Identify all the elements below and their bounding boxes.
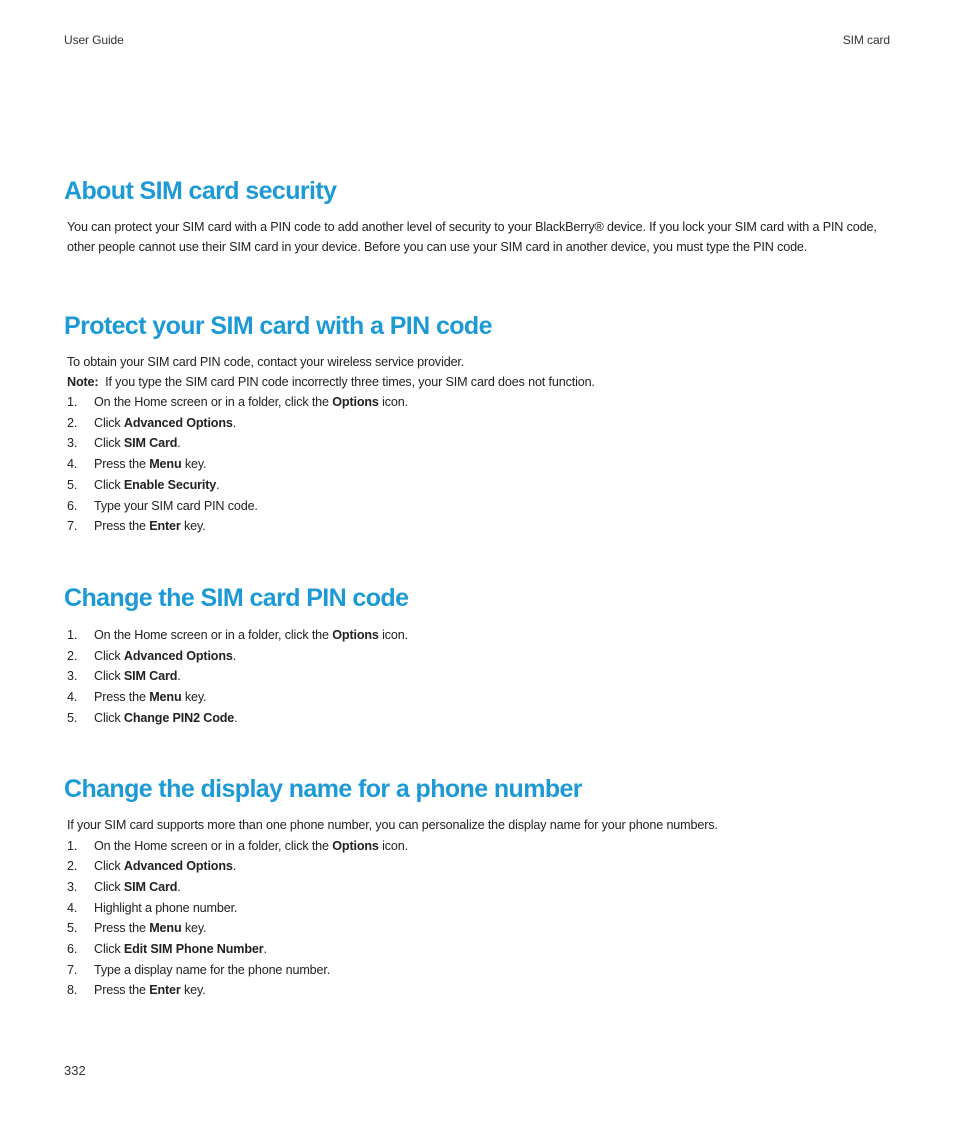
list-item [64, 960, 894, 981]
step-text: Press the [94, 921, 150, 936]
step-number: 5. [67, 710, 78, 725]
step-text-end: icon. [378, 838, 408, 853]
step-text: Type your SIM card PIN code. [94, 498, 258, 513]
step-text-end: key. [180, 983, 206, 998]
step-ui-term: Options [332, 838, 379, 853]
step-ui-term: Advanced Options [123, 415, 233, 430]
step-ui-term: Enter [149, 519, 181, 534]
step-text: On the Home screen or in a folder, click the [94, 838, 333, 853]
step-ui-term: Menu [149, 690, 182, 705]
step-text-end: . [234, 710, 238, 725]
step-text-end: . [177, 879, 181, 894]
section-title: Change the display name for a phone number [64, 775, 582, 803]
step-text: Type a display name for the phone number. [94, 962, 331, 977]
step-number: 2. [67, 415, 78, 430]
section-protect-sim-pin [64, 311, 894, 537]
list-item [64, 856, 894, 877]
step-ui-term: Menu [149, 921, 182, 936]
step-number: 2. [67, 648, 78, 663]
section-paragraph: You can protect your SIM card with a PIN code to add another level of security to your BlackBerry® device. If you lock your SIM card with a PIN code, other people cannot use their SIM card in your device. Before you can use your SIM card in another device, you must type the PIN code. [67, 220, 877, 254]
step-number: 4. [67, 690, 78, 705]
step-text-end: key. [180, 519, 206, 534]
step-text: Press the [94, 457, 150, 472]
step-ui-term: SIM Card [123, 436, 178, 451]
step-text-end: . [177, 436, 181, 451]
step-ui-term: Edit SIM Phone Number [123, 942, 264, 957]
step-ui-term: Options [332, 395, 379, 409]
list-item [64, 646, 894, 667]
step-text-end: . [216, 477, 220, 492]
section-intro: To obtain your SIM card PIN code, contact your wireless service provider. [67, 355, 465, 369]
page-number: 332 [64, 1063, 86, 1078]
running-header-title: User Guide [64, 33, 124, 47]
list-item [64, 898, 894, 919]
step-number: 7. [67, 519, 78, 534]
step-ui-term: Options [332, 628, 379, 642]
step-text: Click [94, 436, 124, 451]
step-ui-term: Enable Security [123, 477, 217, 492]
step-number: 3. [67, 436, 78, 451]
list-item [64, 980, 894, 1001]
step-text-end: . [232, 415, 237, 430]
list-item [64, 939, 894, 960]
list-item [64, 708, 894, 729]
list-item [64, 433, 894, 454]
step-text-end: key. [181, 457, 207, 472]
step-text-end: . [177, 669, 181, 684]
step-text-end: . [232, 648, 237, 663]
list-item [64, 516, 894, 537]
section-about-sim-security [64, 176, 894, 257]
step-text-end: . [232, 859, 237, 874]
step-ui-term: Change PIN2 Code [123, 710, 235, 725]
step-ui-term: Enter [149, 983, 181, 998]
section-title: Protect your SIM card with a PIN code [64, 312, 492, 340]
step-ui-term: Advanced Options [123, 859, 233, 874]
step-text-end: icon. [378, 395, 408, 409]
step-text-end: key. [181, 690, 207, 705]
section-change-sim-pin [64, 583, 894, 729]
section-intro: If your SIM card supports more than one phone number, you can personalize the display name for your phone numbers. [67, 818, 718, 832]
list-item [64, 836, 894, 857]
list-item [64, 918, 894, 939]
step-number: 4. [67, 900, 78, 915]
step-text: Click [94, 415, 124, 430]
steps-list [64, 392, 894, 537]
step-text: Click [94, 859, 124, 874]
section-change-display-name [64, 774, 894, 1001]
step-text: Click [94, 942, 124, 957]
list-item [64, 666, 894, 687]
step-text: Click [94, 477, 124, 492]
list-item [64, 625, 894, 646]
step-number: 3. [67, 879, 78, 894]
list-item [64, 475, 894, 496]
note [64, 373, 894, 393]
step-number: 1. [67, 395, 78, 409]
step-text: Click [94, 879, 124, 894]
step-text-end: key. [181, 921, 207, 936]
step-number: 2. [67, 859, 78, 874]
list-item [64, 496, 894, 517]
step-text: Highlight a phone number. [94, 900, 238, 915]
step-text-end: icon. [378, 628, 408, 642]
step-text: On the Home screen or in a folder, click the [94, 628, 333, 642]
step-text: Click [94, 669, 124, 684]
step-number: 1. [67, 628, 78, 642]
step-number: 5. [67, 921, 78, 936]
step-number: 3. [67, 669, 78, 684]
steps-list [64, 625, 894, 729]
step-number: 6. [67, 942, 78, 957]
step-number: 1. [67, 838, 78, 853]
step-ui-term: Menu [149, 457, 182, 472]
note-label: Note: [67, 374, 99, 389]
section-title: Change the SIM card PIN code [64, 584, 409, 612]
step-number: 5. [67, 477, 78, 492]
step-ui-term: SIM Card [123, 669, 178, 684]
steps-list [64, 836, 894, 1002]
step-text: Press the [94, 690, 150, 705]
list-item [64, 413, 894, 434]
step-number: 6. [67, 498, 78, 513]
list-item [64, 392, 894, 413]
list-item [64, 454, 894, 475]
list-item [64, 877, 894, 898]
step-text-end: . [263, 942, 267, 957]
step-number: 8. [67, 983, 78, 998]
step-text: Press the [94, 983, 150, 998]
section-title: About SIM card security [64, 177, 337, 205]
step-number: 7. [67, 962, 78, 977]
step-text: Click [94, 648, 124, 663]
running-header-chapter: SIM card [842, 33, 890, 47]
step-ui-term: SIM Card [123, 879, 178, 894]
step-text: On the Home screen or in a folder, click the [94, 395, 333, 409]
step-ui-term: Advanced Options [123, 648, 233, 663]
step-text: Press the [94, 519, 150, 534]
note-text: If you type the SIM card PIN code incorrectly three times, your SIM card does not function. [105, 374, 595, 389]
step-text: Click [94, 710, 124, 725]
list-item [64, 687, 894, 708]
step-number: 4. [67, 457, 78, 472]
